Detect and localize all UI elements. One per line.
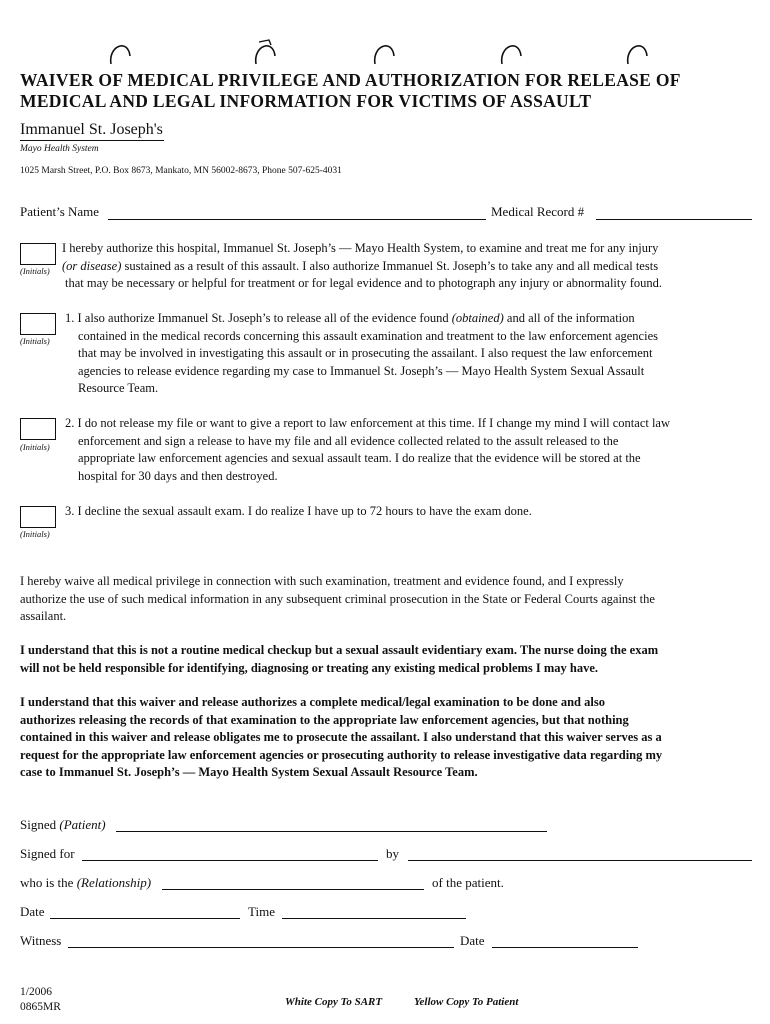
signed-label: Signed: [20, 817, 57, 832]
option-2-line1: 2. I do not release my file or want to give a report to law enforcement at this time. If I change my mind I will contact law: [65, 416, 671, 430]
who-is-label: who is the: [20, 875, 74, 890]
time-field[interactable]: [282, 918, 466, 919]
time-label: Time: [248, 904, 275, 919]
waiver-line2: authorize the use of such medical information in any subsequent criminal prosecution in the State or Federal Courts against the: [20, 591, 655, 606]
patient-italic: (Patient): [59, 817, 106, 832]
option-1-line1a: 1. I also authorize Immanuel St. Joseph’s to release all of the evidence found: [65, 311, 452, 325]
witness-field[interactable]: [68, 947, 454, 948]
understand1-line1: I understand that this is not a routine medical checkup but a sexual assault evidentiary exam. The nurse doing the exam: [20, 643, 659, 657]
relationship-italic: (Relationship): [76, 875, 152, 890]
by-field[interactable]: [408, 860, 752, 861]
signed-for-label: Signed for: [20, 846, 75, 861]
initials-label: (Initials): [20, 336, 50, 346]
binder-hole-arc: [499, 38, 523, 66]
initials-box-authorize[interactable]: [20, 243, 56, 265]
signed-patient-field[interactable]: [116, 831, 547, 832]
authorize-line3: that may be necessary or helpful for treatment or for legal evidence and to photograph any injury or abnormality found.: [65, 276, 663, 290]
witness-label: Witness: [20, 933, 62, 948]
option-1-line4: agencies to release evidence regarding my case to Immanuel St. Joseph’s — Mayo Health System Sexual Assault: [78, 363, 645, 378]
relationship-field[interactable]: [162, 889, 424, 890]
binder-hole-arc: [372, 38, 396, 66]
option-2-text: [65, 415, 765, 485]
waiver-paragraph: [20, 573, 760, 626]
understand1-line2: will not be held responsible for identifying, diagnosing or treating any existing medical problems I may have.: [20, 660, 599, 675]
form-title-line2: MEDICAL AND LEGAL INFORMATION FOR VICTIMS OF ASSAULT: [20, 91, 592, 111]
organization-underline: [20, 140, 164, 141]
initials-label: (Initials): [20, 529, 50, 539]
option-1-line1b: and all of the information: [503, 311, 635, 325]
option-1-line3: that may be involved in investigating this assault or in prosecuting the assailant. I also request the law enforcement: [78, 346, 653, 360]
witness-date-label: Date: [460, 933, 485, 948]
understand2-line4: request for the appropriate law enforcement agencies or prosecuting authority to release investigative data regarding my: [20, 747, 663, 762]
organization-address: 1025 Marsh Street, P.O. Box 8673, Mankato, MN 56002-8673, Phone 507-625-4031: [20, 166, 342, 176]
option-1-line2: contained in the medical records concerning this assault examination and treatment to the law enforcement agencies: [78, 328, 658, 343]
binder-hole-arc: [108, 38, 132, 66]
date-label: Date: [20, 904, 45, 919]
initials-box-option-2[interactable]: [20, 418, 56, 440]
by-label: by: [386, 846, 399, 861]
initials-label: (Initials): [20, 442, 50, 452]
authorize-exam-text: [62, 240, 762, 293]
patient-name-field[interactable]: [108, 219, 486, 220]
binder-hole-arc: [253, 38, 277, 66]
initials-box-option-1[interactable]: [20, 313, 56, 335]
relationship-label: [20, 875, 151, 891]
understand-paragraph-2: [20, 694, 760, 782]
medical-record-label: Medical Record #: [491, 204, 585, 219]
authorize-italic: (or disease): [62, 258, 122, 273]
patient-name-label: Patient’s Name: [20, 204, 100, 219]
understand2-line2: authorizes releasing the records of that examination to the appropriate law enforcement agencies, but that nothing: [20, 712, 629, 727]
initials-label: (Initials): [20, 266, 50, 276]
white-copy-note: White Copy To SART: [285, 996, 383, 1008]
waiver-line1: I hereby waive all medical privilege in connection with such examination, treatment and evidence found, and I expressly: [20, 574, 624, 588]
form-title: [20, 70, 760, 112]
signed-for-field[interactable]: [82, 860, 378, 861]
option-2-line2: enforcement and sign a release to have my file and all evidence collected related to the assult released to the: [78, 433, 619, 448]
understand2-line3: contained in this waiver and release obligates me to prosecute the assailant. I also understand that this waiver serves as a: [20, 730, 662, 744]
organization-system: Mayo Health System: [20, 144, 99, 154]
option-2-line3: appropriate law enforcement agencies and sexual assault team. I do realize that the evidence will be stored at the: [78, 451, 641, 465]
form-title-line1: WAIVER OF MEDICAL PRIVILEGE AND AUTHORIZATION FOR RELEASE OF: [20, 70, 681, 90]
organization-name: Immanuel St. Joseph's: [20, 121, 163, 138]
understand2-line5: case to Immanuel St. Joseph’s — Mayo Health System Sexual Assault Resource Team.: [20, 765, 478, 779]
understand-paragraph-1: [20, 642, 760, 677]
initials-box-option-3[interactable]: [20, 506, 56, 528]
signed-patient-label: [20, 817, 106, 833]
option-1-line5: Resource Team.: [78, 381, 159, 395]
medical-record-field[interactable]: [596, 219, 752, 220]
option-1-italic: (obtained): [451, 311, 504, 325]
option-1-text: [65, 310, 765, 398]
option-3-text: [65, 503, 765, 521]
yellow-copy-note: Yellow Copy To Patient: [414, 996, 519, 1008]
authorize-line2: sustained as a result of this assault. I also authorize Immanuel St. Joseph’s to take any and all medical tests: [121, 258, 659, 273]
revision-date: 1/2006: [20, 986, 52, 998]
option-2-line4: hospital for 30 days and then destroyed.: [78, 468, 278, 483]
authorize-line1: I hereby authorize this hospital, Immanuel St. Joseph’s — Mayo Health System, to examine and treat me for any injury: [62, 241, 659, 255]
form-code: 0865MR: [20, 1001, 61, 1013]
waiver-line3: assailant.: [20, 609, 67, 623]
binder-hole-arc: [625, 38, 649, 66]
date-field[interactable]: [50, 918, 240, 919]
understand2-line1: I understand that this waiver and release authorizes a complete medical/legal examination to be done and also: [20, 695, 605, 709]
witness-date-field[interactable]: [492, 947, 638, 948]
option-3-line1: 3. I decline the sexual assault exam. I do realize I have up to 72 hours to have the exam done.: [65, 504, 532, 518]
of-patient-label: of the patient.: [432, 875, 504, 890]
